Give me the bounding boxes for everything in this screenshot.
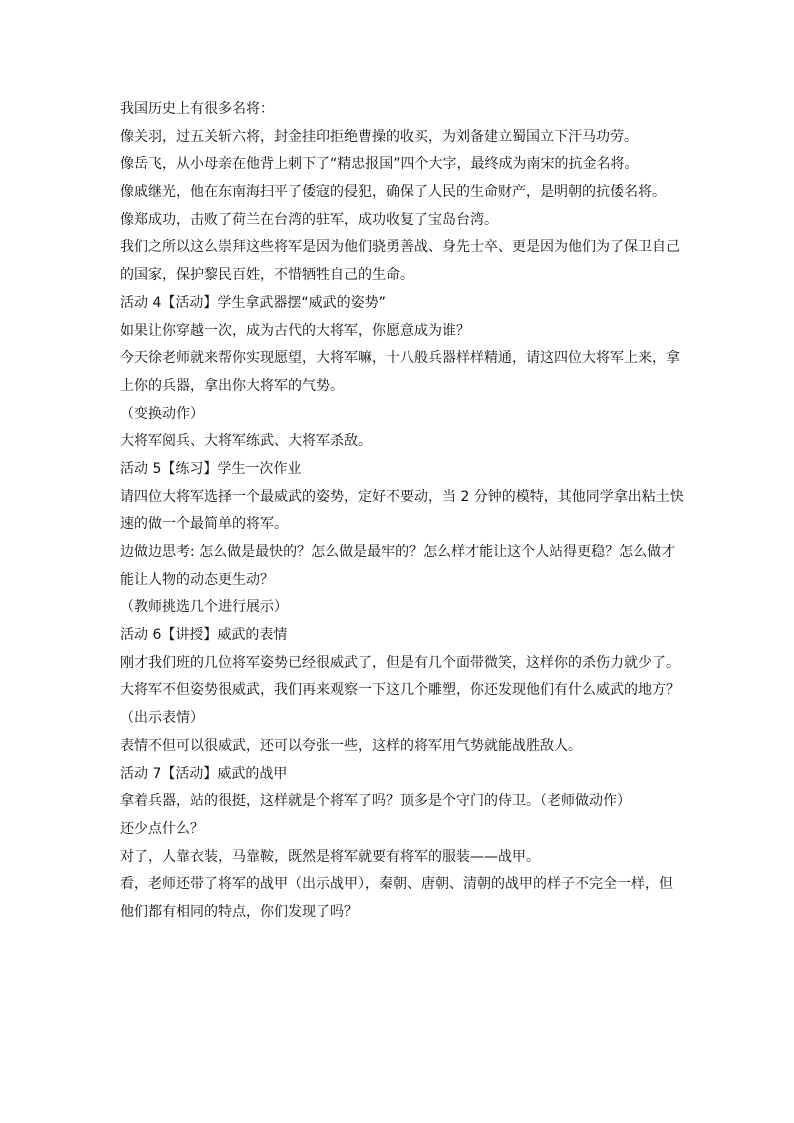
text-line: 速的做一个最简单的将军。 bbox=[120, 516, 288, 533]
text-line: 像戚继光，他在东南海扫平了倭寇的侵犯，确保了人民的生命财产，是明朝的抗倭名将。 bbox=[120, 184, 666, 201]
text-line: 上你的兵器，拿出你大将军的气势。 bbox=[120, 377, 344, 394]
text-line: 像岳飞，从小母亲在他背上刺下了“精忠报国”四个大字，最终成为南宋的抗金名将。 bbox=[120, 156, 639, 173]
text-line: 如果让你穿越一次，成为古代的大将军，你愿意成为谁？ bbox=[120, 322, 470, 339]
text-line: 对了，人靠衣装，马靠鞍，既然是将军就要有将军的服装——战甲。 bbox=[120, 848, 540, 865]
text-line: 像郑成功，击败了荷兰在台湾的驻军，成功收复了宝岛台湾。 bbox=[120, 211, 498, 228]
text-line: 能让人物的动态更生动？ bbox=[120, 571, 274, 588]
text-line: 边做边思考: 怎么做是最快的？怎么做是最牢的？怎么样才能让这个人站得更稳？怎么做才 bbox=[120, 544, 676, 560]
text-line: 拿着兵器，站的很挺，这样就是个将军了吗？顶多是个守门的侍卫。（老师做动作） bbox=[120, 793, 631, 810]
text-line: 我国历史上有很多名将： bbox=[120, 101, 274, 117]
document-body bbox=[120, 100, 684, 931]
text-line: 表情不但可以很威武，还可以夸张一些，这样的将军用气势就能战胜敌人。 bbox=[120, 737, 582, 754]
text-line: 他们都有相同的特点，你们发现了吗？ bbox=[120, 903, 358, 920]
text-line: 刚才我们班的几位将军姿势已经很威武了，但是有几个面带微笑，这样你的杀伤力就少了。 bbox=[120, 654, 680, 671]
text-line: 还少点什么？ bbox=[120, 820, 204, 837]
text-line: 像关羽，过五关斩六将，封金挂印拒绝曹操的收买，为刘备建立蜀国立下汗马功劳。 bbox=[120, 128, 638, 145]
activity-heading: 活动 6【讲授】威武的表情 bbox=[120, 627, 288, 644]
text-line: （教师挑选几个进行展示） bbox=[120, 599, 288, 616]
text-line: （出示表情） bbox=[120, 710, 204, 727]
text-line: 我们之所以这么崇拜这些将军是因为他们骁勇善战、身先士卒、更是因为他们为了保卫自己 bbox=[120, 239, 680, 256]
text-line: 请四位大将军选择一个最威武的姿势，定好不要动，当 2 分钟的模特，其他同学拿出粘土快 bbox=[120, 488, 684, 505]
text-line: 看，老师还带了将军的战甲（出示战甲），秦朝、唐朝、清朝的战甲的样子不完全一样，但 bbox=[120, 876, 673, 893]
text-line: 今天徐老师就来帮你实现愿望，大将军嘛，十八般兵器样样精通，请这四位大将军上来，拿 bbox=[120, 350, 680, 367]
text-line: 大将军阅兵、大将军练武、大将军杀敌。 bbox=[120, 433, 372, 450]
text-line: 的国家，保护黎民百姓，不惜牺牲自己的生命。 bbox=[120, 267, 414, 284]
activity-heading: 活动 4【活动】学生拿武器摆“威武的姿势” bbox=[120, 294, 386, 311]
text-line: 大将军不但姿势很威武，我们再来观察一下这几个雕塑，你还发现他们有什么威武的地方？ bbox=[120, 682, 680, 699]
activity-heading: 活动 7【活动】威武的战甲 bbox=[120, 765, 288, 782]
activity-heading: 活动 5【练习】学生一次作业 bbox=[120, 460, 302, 477]
text-line: （变换动作） bbox=[120, 405, 204, 422]
